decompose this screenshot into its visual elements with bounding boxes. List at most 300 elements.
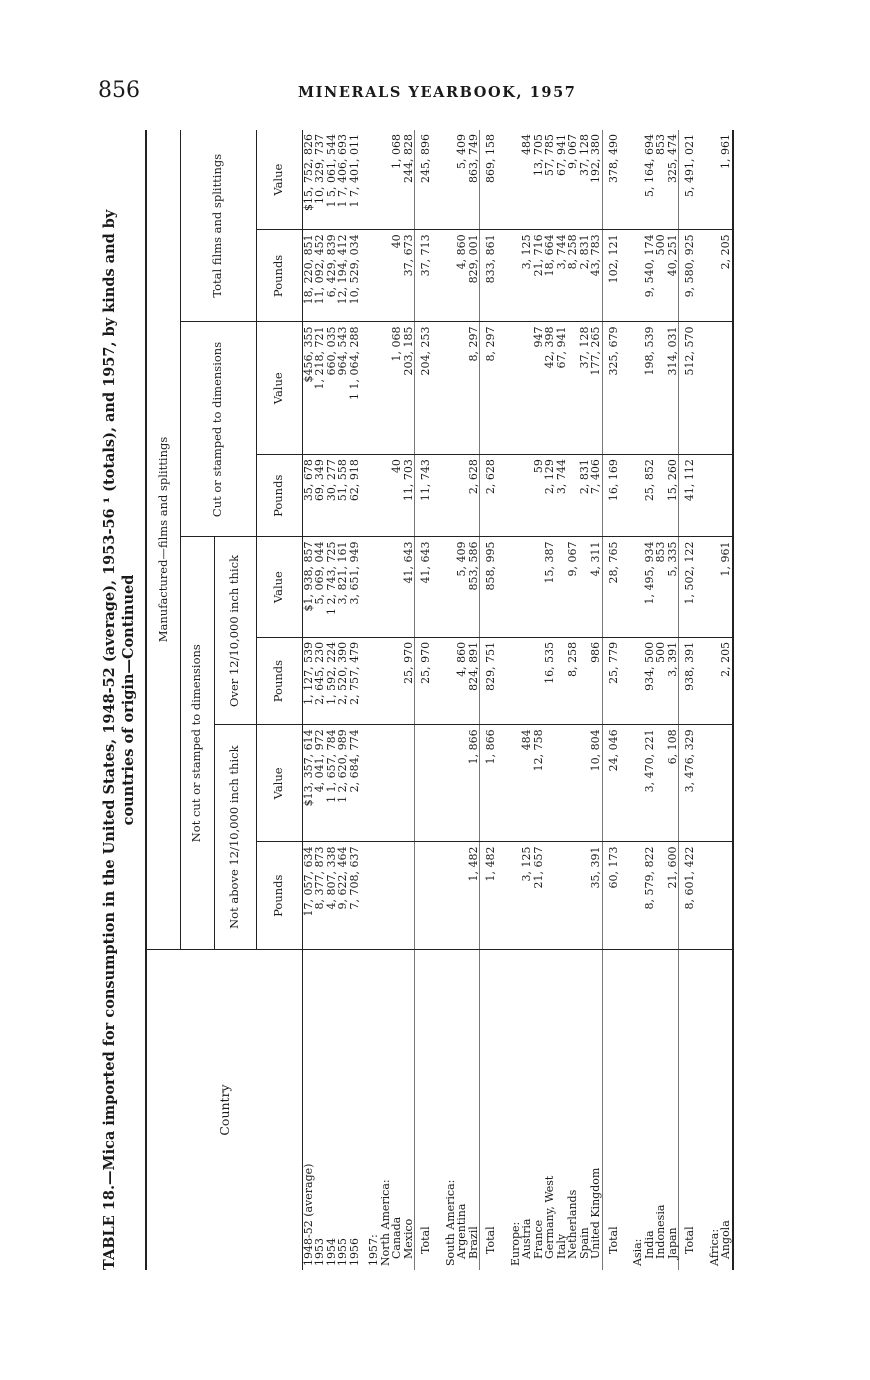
value-cell: 4, 311 xyxy=(590,537,602,637)
pounds-cell: 41, 112 xyxy=(679,455,701,537)
value-cell: 869, 158 xyxy=(480,130,502,230)
value-cell xyxy=(368,322,380,455)
table-title xyxy=(100,130,138,1270)
pounds-cell: 21, 600 xyxy=(667,842,679,950)
pounds-cell xyxy=(456,455,468,537)
pounds-cell: 934, 500 xyxy=(644,637,656,725)
country-cell: Germany, West xyxy=(543,1175,556,1266)
value-cell: 9, 067 xyxy=(567,537,579,637)
value-header: Value xyxy=(256,322,302,455)
value-cell xyxy=(380,537,392,637)
pounds-cell: 2, 129 xyxy=(544,455,556,537)
value-cell: 1, 502, 122 xyxy=(679,537,701,637)
country-header: Country xyxy=(146,950,302,1271)
pounds-cell: 11, 743 xyxy=(415,455,437,537)
value-cell xyxy=(720,725,733,842)
value-cell xyxy=(655,725,667,842)
pounds-cell xyxy=(709,842,721,950)
value-cell: 1 2, 743, 725 xyxy=(326,537,338,637)
pounds-cell: 17, 057, 634 xyxy=(302,842,314,950)
table-row xyxy=(655,130,667,1270)
pounds-cell: 16, 535 xyxy=(544,637,556,725)
country-cell: Total xyxy=(480,950,502,1271)
value-cell: 41, 643 xyxy=(415,537,437,637)
row-spacer xyxy=(701,130,709,1270)
pounds-cell xyxy=(368,455,380,537)
value-cell xyxy=(556,725,568,842)
pounds-cell: 16, 169 xyxy=(602,455,624,537)
pounds-cell: 1, 482 xyxy=(468,842,480,950)
value-cell: 660, 035 xyxy=(326,322,338,455)
value-cell: 1, 495, 934 xyxy=(644,537,656,637)
table-row xyxy=(380,130,392,1270)
pounds-cell: 18, 220, 851 xyxy=(302,230,314,322)
pounds-cell xyxy=(632,842,644,950)
value-cell xyxy=(368,537,380,637)
pounds-cell: 2, 831 xyxy=(579,455,591,537)
title-line-2: countries of origin—Continued xyxy=(120,574,137,826)
pounds-cell: 3, 125 xyxy=(521,230,533,322)
title-line-1: TABLE 18.—Mica imported for consumption in the United States, 1948-52 (average), 1953-56 ¹ (totals), and 1957, by kinds and by xyxy=(101,209,118,1270)
pounds-cell: 3, 744 xyxy=(556,230,568,322)
country-cell: Austria xyxy=(520,1218,533,1266)
value-cell: 3, 476, 329 xyxy=(679,725,701,842)
table-row xyxy=(556,130,568,1270)
country-cell: Spain xyxy=(577,1227,591,1266)
value-cell xyxy=(567,725,579,842)
pounds-cell: 1, 592, 224 xyxy=(326,637,338,725)
pounds-cell: 15, 260 xyxy=(667,455,679,537)
pounds-cell: 2, 645, 230 xyxy=(314,637,326,725)
pounds-cell: 500 xyxy=(655,637,667,725)
pounds-cell: 30, 277 xyxy=(326,455,338,537)
pounds-cell: 25, 970 xyxy=(403,637,415,725)
pounds-cell: 833, 861 xyxy=(480,230,502,322)
value-cell xyxy=(567,322,579,455)
pounds-cell: 62, 918 xyxy=(349,455,361,537)
table-row xyxy=(567,130,579,1270)
pounds-cell: 21, 657 xyxy=(533,842,545,950)
country-cell: 1954 xyxy=(324,1238,338,1266)
value-cell: $15, 752, 826 xyxy=(302,130,314,230)
value-cell: 5, 409 xyxy=(456,130,468,230)
country-cell: France xyxy=(531,1219,545,1266)
value-cell: 5, 491, 021 xyxy=(679,130,701,230)
table-row xyxy=(456,130,468,1270)
value-cell: 1, 068 xyxy=(391,322,403,455)
pounds-cell xyxy=(380,842,392,950)
country-cell: United Kingdom xyxy=(589,1167,602,1266)
pounds-cell xyxy=(655,455,667,537)
value-cell xyxy=(456,322,468,455)
pounds-cell xyxy=(567,842,579,950)
country-cell: 1957: xyxy=(367,1234,380,1266)
total-row xyxy=(415,130,437,1270)
pounds-cell: 18, 664 xyxy=(544,230,556,322)
value-cell: 484 xyxy=(521,725,533,842)
pounds-cell xyxy=(380,637,392,725)
pounds-cell xyxy=(445,455,457,537)
value-cell: 3, 651, 949 xyxy=(349,537,361,637)
table-row xyxy=(521,130,533,1270)
pounds-cell xyxy=(632,455,644,537)
pounds-cell: 1, 482 xyxy=(480,842,502,950)
value-cell xyxy=(445,322,457,455)
country-cell: Brazil xyxy=(466,1226,480,1266)
value-cell: 192, 380 xyxy=(590,130,602,230)
pounds-cell: 8, 258 xyxy=(567,230,579,322)
pounds-cell: 25, 779 xyxy=(602,637,624,725)
manufactured-header: Manufactured—films and splittings xyxy=(146,130,180,950)
pounds-cell: 829, 001 xyxy=(468,230,480,322)
value-cell: 2, 684, 774 xyxy=(349,725,361,842)
table-row xyxy=(644,130,656,1270)
pounds-cell: 2, 628 xyxy=(480,455,502,537)
value-cell: 325, 679 xyxy=(602,322,624,455)
country-cell: 1955 xyxy=(336,1238,349,1266)
pounds-cell xyxy=(510,637,522,725)
country-cell: Canada xyxy=(390,1216,403,1266)
value-cell: 1, 961 xyxy=(720,130,733,230)
country-cell: 1948-52 (average) xyxy=(301,1163,315,1266)
value-cell: 12, 758 xyxy=(533,725,545,842)
pounds-cell xyxy=(567,455,579,537)
value-cell xyxy=(456,725,468,842)
value-cell xyxy=(521,537,533,637)
value-cell: 378, 490 xyxy=(602,130,624,230)
pounds-cell: 2, 205 xyxy=(720,230,733,322)
pounds-cell: 25, 852 xyxy=(644,455,656,537)
value-cell: 512, 570 xyxy=(679,322,701,455)
pounds-cell: 8, 377, 873 xyxy=(314,842,326,950)
pounds-cell xyxy=(368,230,380,322)
value-cell xyxy=(415,725,437,842)
pounds-cell: 2, 831 xyxy=(579,230,591,322)
pounds-cell: 35, 678 xyxy=(302,455,314,537)
value-cell: $13, 357, 614 xyxy=(302,725,314,842)
pounds-cell xyxy=(632,230,644,322)
pounds-cell: 3, 391 xyxy=(667,637,679,725)
pounds-cell: 2, 520, 390 xyxy=(337,637,349,725)
country-cell: Europe: xyxy=(508,1221,522,1266)
value-cell xyxy=(709,725,721,842)
pounds-cell xyxy=(445,842,457,950)
value-cell: 203, 185 xyxy=(403,322,415,455)
row-spacer xyxy=(437,130,445,1270)
value-cell: 3, 470, 221 xyxy=(644,725,656,842)
value-cell xyxy=(720,322,733,455)
table-row xyxy=(510,130,522,1270)
value-cell: $456, 355 xyxy=(302,322,314,455)
pounds-cell: 51, 558 xyxy=(337,455,349,537)
country-cell: Total xyxy=(415,950,437,1271)
value-cell: 24, 046 xyxy=(602,725,624,842)
value-header: Value xyxy=(256,725,302,842)
pounds-cell: 824, 891 xyxy=(468,637,480,725)
value-cell: 484 xyxy=(521,130,533,230)
value-cell: 1, 866 xyxy=(468,725,480,842)
pounds-cell: 6, 429, 839 xyxy=(326,230,338,322)
value-cell: 6, 108 xyxy=(667,725,679,842)
value-cell: 858, 995 xyxy=(480,537,502,637)
not-cut-header: Not cut or stamped to dimensions xyxy=(180,537,214,950)
value-cell: 13, 705 xyxy=(533,130,545,230)
country-cell: Indonesia xyxy=(654,1204,667,1266)
pounds-cell xyxy=(544,842,556,950)
pounds-cell: 8, 258 xyxy=(567,637,579,725)
value-cell: 1, 218, 721 xyxy=(314,322,326,455)
pounds-cell xyxy=(456,842,468,950)
value-cell: 177, 265 xyxy=(590,322,602,455)
value-cell: 1 7, 401, 011 xyxy=(349,130,361,230)
pounds-cell: 8, 579, 822 xyxy=(644,842,656,950)
pounds-cell xyxy=(521,455,533,537)
pounds-header: Pounds xyxy=(256,230,302,322)
pounds-cell: 4, 807, 338 xyxy=(326,842,338,950)
pounds-cell: 25, 970 xyxy=(415,637,437,725)
pounds-cell: 3, 125 xyxy=(521,842,533,950)
row-spacer xyxy=(502,130,510,1270)
pounds-cell xyxy=(632,637,644,725)
value-cell: 3, 821, 161 xyxy=(337,537,349,637)
value-cell xyxy=(380,725,392,842)
country-cell: Netherlands xyxy=(566,1189,579,1266)
table-row xyxy=(632,130,644,1270)
pounds-cell: 11, 092, 452 xyxy=(314,230,326,322)
pounds-cell: 8, 601, 422 xyxy=(679,842,701,950)
value-cell: 37, 128 xyxy=(579,322,591,455)
table-row xyxy=(533,130,545,1270)
value-cell: 863, 749 xyxy=(468,130,480,230)
table-row xyxy=(349,130,361,1270)
value-cell: 5, 069, 044 xyxy=(314,537,326,637)
cut-header: Cut or stamped to dimensions xyxy=(180,322,256,537)
pounds-cell: 9, 540, 174 xyxy=(644,230,656,322)
pounds-cell: 40 xyxy=(391,230,403,322)
pounds-cell xyxy=(391,637,403,725)
pounds-cell: 35, 391 xyxy=(590,842,602,950)
pounds-cell xyxy=(415,842,437,950)
value-cell: 28, 765 xyxy=(602,537,624,637)
value-cell: 198, 539 xyxy=(644,322,656,455)
value-cell xyxy=(521,322,533,455)
value-cell xyxy=(391,537,403,637)
value-cell xyxy=(510,537,522,637)
pounds-cell xyxy=(510,455,522,537)
pounds-cell: 7, 406 xyxy=(590,455,602,537)
country-cell: Angola xyxy=(720,950,733,1271)
pounds-cell: 37, 673 xyxy=(403,230,415,322)
pounds-cell: 59 xyxy=(533,455,545,537)
value-cell xyxy=(391,725,403,842)
value-cell xyxy=(632,130,644,230)
value-cell: 8, 297 xyxy=(468,322,480,455)
value-cell: 1, 866 xyxy=(480,725,502,842)
total-row xyxy=(602,130,624,1270)
country-cell: Asia: xyxy=(631,1238,644,1266)
value-cell: 42, 398 xyxy=(544,322,556,455)
table-row xyxy=(579,130,591,1270)
value-cell: $1, 938, 857 xyxy=(302,537,314,637)
pounds-cell xyxy=(403,842,415,950)
value-cell: 1 7, 406, 693 xyxy=(337,130,349,230)
value-cell xyxy=(632,537,644,637)
pounds-cell: 7, 708, 637 xyxy=(349,842,361,950)
pounds-cell: 500 xyxy=(655,230,667,322)
value-cell: 4, 041, 972 xyxy=(314,725,326,842)
pounds-cell: 2, 628 xyxy=(468,455,480,537)
value-cell: 964, 543 xyxy=(337,322,349,455)
pounds-cell: 3, 744 xyxy=(556,455,568,537)
value-cell: 41, 643 xyxy=(403,537,415,637)
running-head: MINERALS YEARBOOK, 1957 xyxy=(298,84,577,101)
value-cell xyxy=(368,130,380,230)
value-header: Value xyxy=(256,537,302,637)
pounds-cell: 9, 580, 925 xyxy=(679,230,701,322)
value-cell: 1, 961 xyxy=(720,537,733,637)
value-cell: 1 1, 064, 288 xyxy=(349,322,361,455)
pounds-cell xyxy=(709,455,721,537)
value-cell xyxy=(544,725,556,842)
value-cell xyxy=(655,322,667,455)
pounds-cell: 12, 194, 412 xyxy=(337,230,349,322)
value-cell: 15, 387 xyxy=(544,537,556,637)
value-cell: 10, 804 xyxy=(590,725,602,842)
pounds-cell xyxy=(391,842,403,950)
pounds-cell: 1, 127, 539 xyxy=(302,637,314,725)
over-header: Over 12/10,000 inch thick xyxy=(214,537,256,725)
country-cell: 1953 xyxy=(313,1238,326,1266)
value-cell: 325, 474 xyxy=(667,130,679,230)
table-row xyxy=(368,130,380,1270)
country-cell: Total xyxy=(679,950,701,1271)
value-cell: 37, 128 xyxy=(579,130,591,230)
table-row xyxy=(590,130,602,1270)
value-cell xyxy=(632,322,644,455)
pounds-cell: 43, 783 xyxy=(590,230,602,322)
value-cell: 853 xyxy=(655,537,667,637)
value-cell xyxy=(445,725,457,842)
value-cell: 1 5, 061, 544 xyxy=(326,130,338,230)
row-spacer xyxy=(624,130,632,1270)
country-cell: India xyxy=(642,1230,656,1266)
country-cell: Italy xyxy=(554,1233,568,1266)
mica-imports-table xyxy=(145,130,734,1270)
pounds-cell: 4, 860 xyxy=(456,230,468,322)
value-cell: 1 2, 620, 989 xyxy=(337,725,349,842)
table-row xyxy=(468,130,480,1270)
total-row xyxy=(679,130,701,1270)
value-cell: 5, 335 xyxy=(667,537,679,637)
value-cell: 245, 896 xyxy=(415,130,437,230)
value-cell: 853, 586 xyxy=(468,537,480,637)
value-cell: 67, 941 xyxy=(556,322,568,455)
value-cell xyxy=(510,322,522,455)
table-row xyxy=(445,130,457,1270)
pounds-cell: 10, 529, 034 xyxy=(349,230,361,322)
pounds-header: Pounds xyxy=(256,637,302,725)
pounds-cell: 11, 703 xyxy=(403,455,415,537)
pounds-cell: 9, 622, 464 xyxy=(337,842,349,950)
pounds-cell: 2, 205 xyxy=(720,637,733,725)
pounds-cell: 40 xyxy=(391,455,403,537)
country-cell: Mexico xyxy=(401,1218,415,1266)
table-row xyxy=(337,130,349,1270)
value-cell: 204, 253 xyxy=(415,322,437,455)
country-cell: North America: xyxy=(378,1179,392,1266)
value-cell: 67, 941 xyxy=(556,130,568,230)
table-row xyxy=(709,130,721,1270)
table-row xyxy=(544,130,556,1270)
country-cell: Argentina xyxy=(455,1203,468,1266)
table-row xyxy=(403,130,415,1270)
value-cell: 1 1, 657, 784 xyxy=(326,725,338,842)
value-cell xyxy=(403,725,415,842)
row-spacer xyxy=(360,130,368,1270)
pounds-cell: 4, 860 xyxy=(456,637,468,725)
pounds-cell: 69, 349 xyxy=(314,455,326,537)
table-body xyxy=(302,130,733,1270)
value-cell xyxy=(709,322,721,455)
table-row xyxy=(314,130,326,1270)
not-above-header: Not above 12/10,000 inch thick xyxy=(214,725,256,950)
value-cell: 5, 164, 694 xyxy=(644,130,656,230)
pounds-header: Pounds xyxy=(256,842,302,950)
value-cell: 314, 031 xyxy=(667,322,679,455)
table-row xyxy=(667,130,679,1270)
value-cell xyxy=(368,725,380,842)
pounds-cell: 829, 751 xyxy=(480,637,502,725)
pounds-cell xyxy=(368,842,380,950)
value-cell: 57, 785 xyxy=(544,130,556,230)
value-header: Value xyxy=(256,130,302,230)
pounds-cell: 60, 173 xyxy=(602,842,624,950)
total-row xyxy=(480,130,502,1270)
pounds-cell xyxy=(720,842,733,950)
pounds-cell xyxy=(720,455,733,537)
pounds-cell xyxy=(368,637,380,725)
page-number: 856 xyxy=(98,78,140,103)
country-cell: 1956 xyxy=(347,1238,361,1266)
country-cell: Total xyxy=(602,950,624,1271)
value-cell: 9, 067 xyxy=(567,130,579,230)
value-cell: 853 xyxy=(655,130,667,230)
value-cell: 10, 329, 737 xyxy=(314,130,326,230)
pounds-cell xyxy=(655,842,667,950)
pounds-cell xyxy=(556,842,568,950)
pounds-cell xyxy=(521,637,533,725)
pounds-cell: 986 xyxy=(590,637,602,725)
value-cell: 244, 828 xyxy=(403,130,415,230)
pounds-cell: 938, 391 xyxy=(679,637,701,725)
pounds-cell: 2, 757, 479 xyxy=(349,637,361,725)
table-row xyxy=(720,130,733,1270)
table-row xyxy=(391,130,403,1270)
pounds-cell: 37, 713 xyxy=(415,230,437,322)
pounds-cell: 21, 716 xyxy=(533,230,545,322)
value-cell xyxy=(632,725,644,842)
country-cell: Africa: xyxy=(707,1228,721,1266)
value-cell: 1, 068 xyxy=(391,130,403,230)
country-cell: South America: xyxy=(443,1179,457,1266)
value-cell: 8, 297 xyxy=(480,322,502,455)
rotated-table-block xyxy=(100,130,790,1270)
value-cell: 5, 409 xyxy=(456,537,468,637)
country-cell: Japan xyxy=(665,1227,679,1266)
pounds-cell: 40, 251 xyxy=(667,230,679,322)
total-films-header: Total films and splittings xyxy=(180,130,256,322)
pounds-header: Pounds xyxy=(256,455,302,537)
